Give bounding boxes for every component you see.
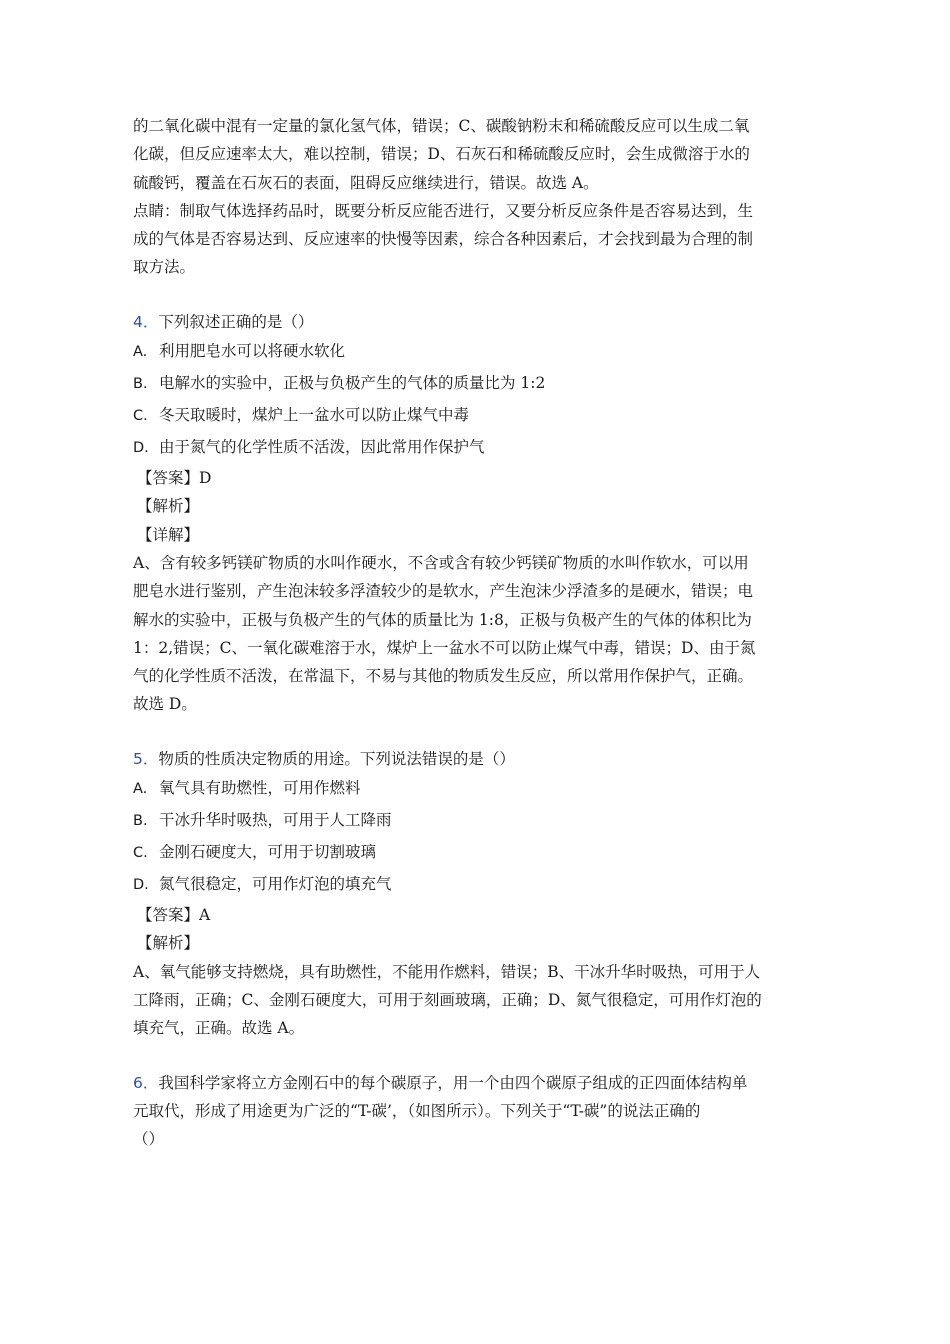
question-text-line: 元取代，形成了用途更为广泛的“T-碳’，（如图所示）。下列关于“T-碳”的说法正确的 <box>133 1101 701 1120</box>
question-number: 6． <box>133 1073 159 1092</box>
option-a <box>133 773 823 805</box>
option-b <box>133 805 823 837</box>
document-page <box>133 112 823 1153</box>
option-text: 金刚石硬度大，可用于切割玻璃 <box>159 843 377 862</box>
intro-line: 的二氧化碳中混有一定量的氯化氢气体，错误；C、碳酸钠粉末和稀硫酸反应可以生成二氧 <box>133 117 750 135</box>
option-text: 干冰升华时吸热，可用于人工降雨 <box>159 811 392 830</box>
question-number: 5． <box>133 749 159 768</box>
option-text: 氧气具有助燃性，可用作燃料 <box>159 779 361 798</box>
question-6 <box>133 1069 823 1154</box>
explanation-line: 工降雨，正确；C、金刚石硬度大，可用于刻画玻璃，正确；D、氮气很稳定，可用作灯泡的 <box>133 990 762 1009</box>
option-text: 氮气很稳定，可用作灯泡的填充气 <box>159 875 392 894</box>
analysis-label: 【解析】 <box>137 497 200 516</box>
question-stem <box>133 308 823 336</box>
question-text: 下列叙述正确的是（） <box>158 312 314 331</box>
option-text: 冬天取暖时，煤炉上一盆水可以防止煤气中毒 <box>159 406 470 425</box>
explanation-line: 填充气，正确。故选 A。 <box>133 1019 305 1038</box>
intro-block <box>133 112 823 282</box>
explanation-line: A、氧气能够支持燃烧，具有助燃性，不能用作燃料，错误；B、干冰升华时吸热，可用于人 <box>133 962 761 981</box>
explanation-line: 气的化学性质不活泼，在常温下，不易与其他的物质发生反应，所以常用作保护气，正确。 <box>133 667 754 686</box>
option-label: C. <box>133 845 148 862</box>
option-label: A. <box>133 344 148 361</box>
question-4 <box>133 308 823 719</box>
answer-label: 【答案】A <box>137 906 211 925</box>
explanation-line: 故选 D。 <box>133 695 197 714</box>
option-text: 电解水的实验中，正极与负极产生的气体的质量比为 1:2 <box>159 374 546 393</box>
explanation-line: A、含有较多钙镁矿物质的水叫作硬水，不含或含有较少钙镁矿物质的水叫作软水，可以用 <box>133 553 749 572</box>
option-label: C. <box>133 408 148 425</box>
option-d <box>133 432 823 464</box>
intro-line: 化碳，但反应速率太大，难以控制，错误；D、石灰石和稀硫酸反应时，会生成微溶于水的 <box>133 145 750 164</box>
intro-line: 硫酸钙，覆盖在石灰石的表面，阻碍反应继续进行，错误。故选 A。 <box>133 173 599 192</box>
question-number: 4． <box>133 312 159 331</box>
question-stem <box>133 745 823 773</box>
explanation-line: 肥皂水进行鉴别，产生泡沫较多浮渣较少的是软水，产生泡沫少浮渣多的是硬水，错误；电 <box>133 582 754 601</box>
option-a <box>133 336 823 368</box>
option-label: B. <box>133 376 148 393</box>
explanation-line: 1：2,错误；C、一氧化碳难溶于水，煤炉上一盆水不可以防止煤气中毒，错误；D、由于氮 <box>133 638 756 657</box>
option-b <box>133 368 823 400</box>
question-stem <box>133 1069 823 1097</box>
option-d <box>133 869 823 901</box>
option-text: 由于氮气的化学性质不活泼，因此常用作保护气 <box>159 438 485 457</box>
hint-line: 点睛：制取气体选择药品时，既要分析反应能否进行，又要分析反应条件是否容易达到，生 <box>133 201 754 220</box>
answer-label: 【答案】D <box>137 469 212 488</box>
explanation-line: 解水的实验中，正极与负极产生的气体的质量比为 1:8，正极与负极产生的气体的体积比为 <box>133 610 752 629</box>
question-5 <box>133 745 823 1043</box>
option-text: 利用肥皂水可以将硬水软化 <box>159 342 346 361</box>
detail-label: 【详解】 <box>137 525 200 544</box>
hint-line: 取方法。 <box>133 258 196 277</box>
option-c <box>133 837 823 869</box>
option-label: B. <box>133 813 148 830</box>
option-label: D. <box>133 440 149 457</box>
question-text-line: （） <box>133 1130 165 1149</box>
question-text: 我国科学家将立方金刚石中的每个碳原子，用一个由四个碳原子组成的正四面体结构单 <box>158 1073 748 1092</box>
analysis-label: 【解析】 <box>137 934 200 953</box>
option-label: D. <box>133 877 149 894</box>
hint-line: 成的气体是否容易达到、反应速率的快慢等因素，综合各种因素后，才会找到最为合理的制 <box>133 230 754 249</box>
option-label: A. <box>133 781 148 798</box>
option-c <box>133 400 823 432</box>
question-text: 物质的性质决定物质的用途。下列说法错误的是（） <box>158 749 515 768</box>
